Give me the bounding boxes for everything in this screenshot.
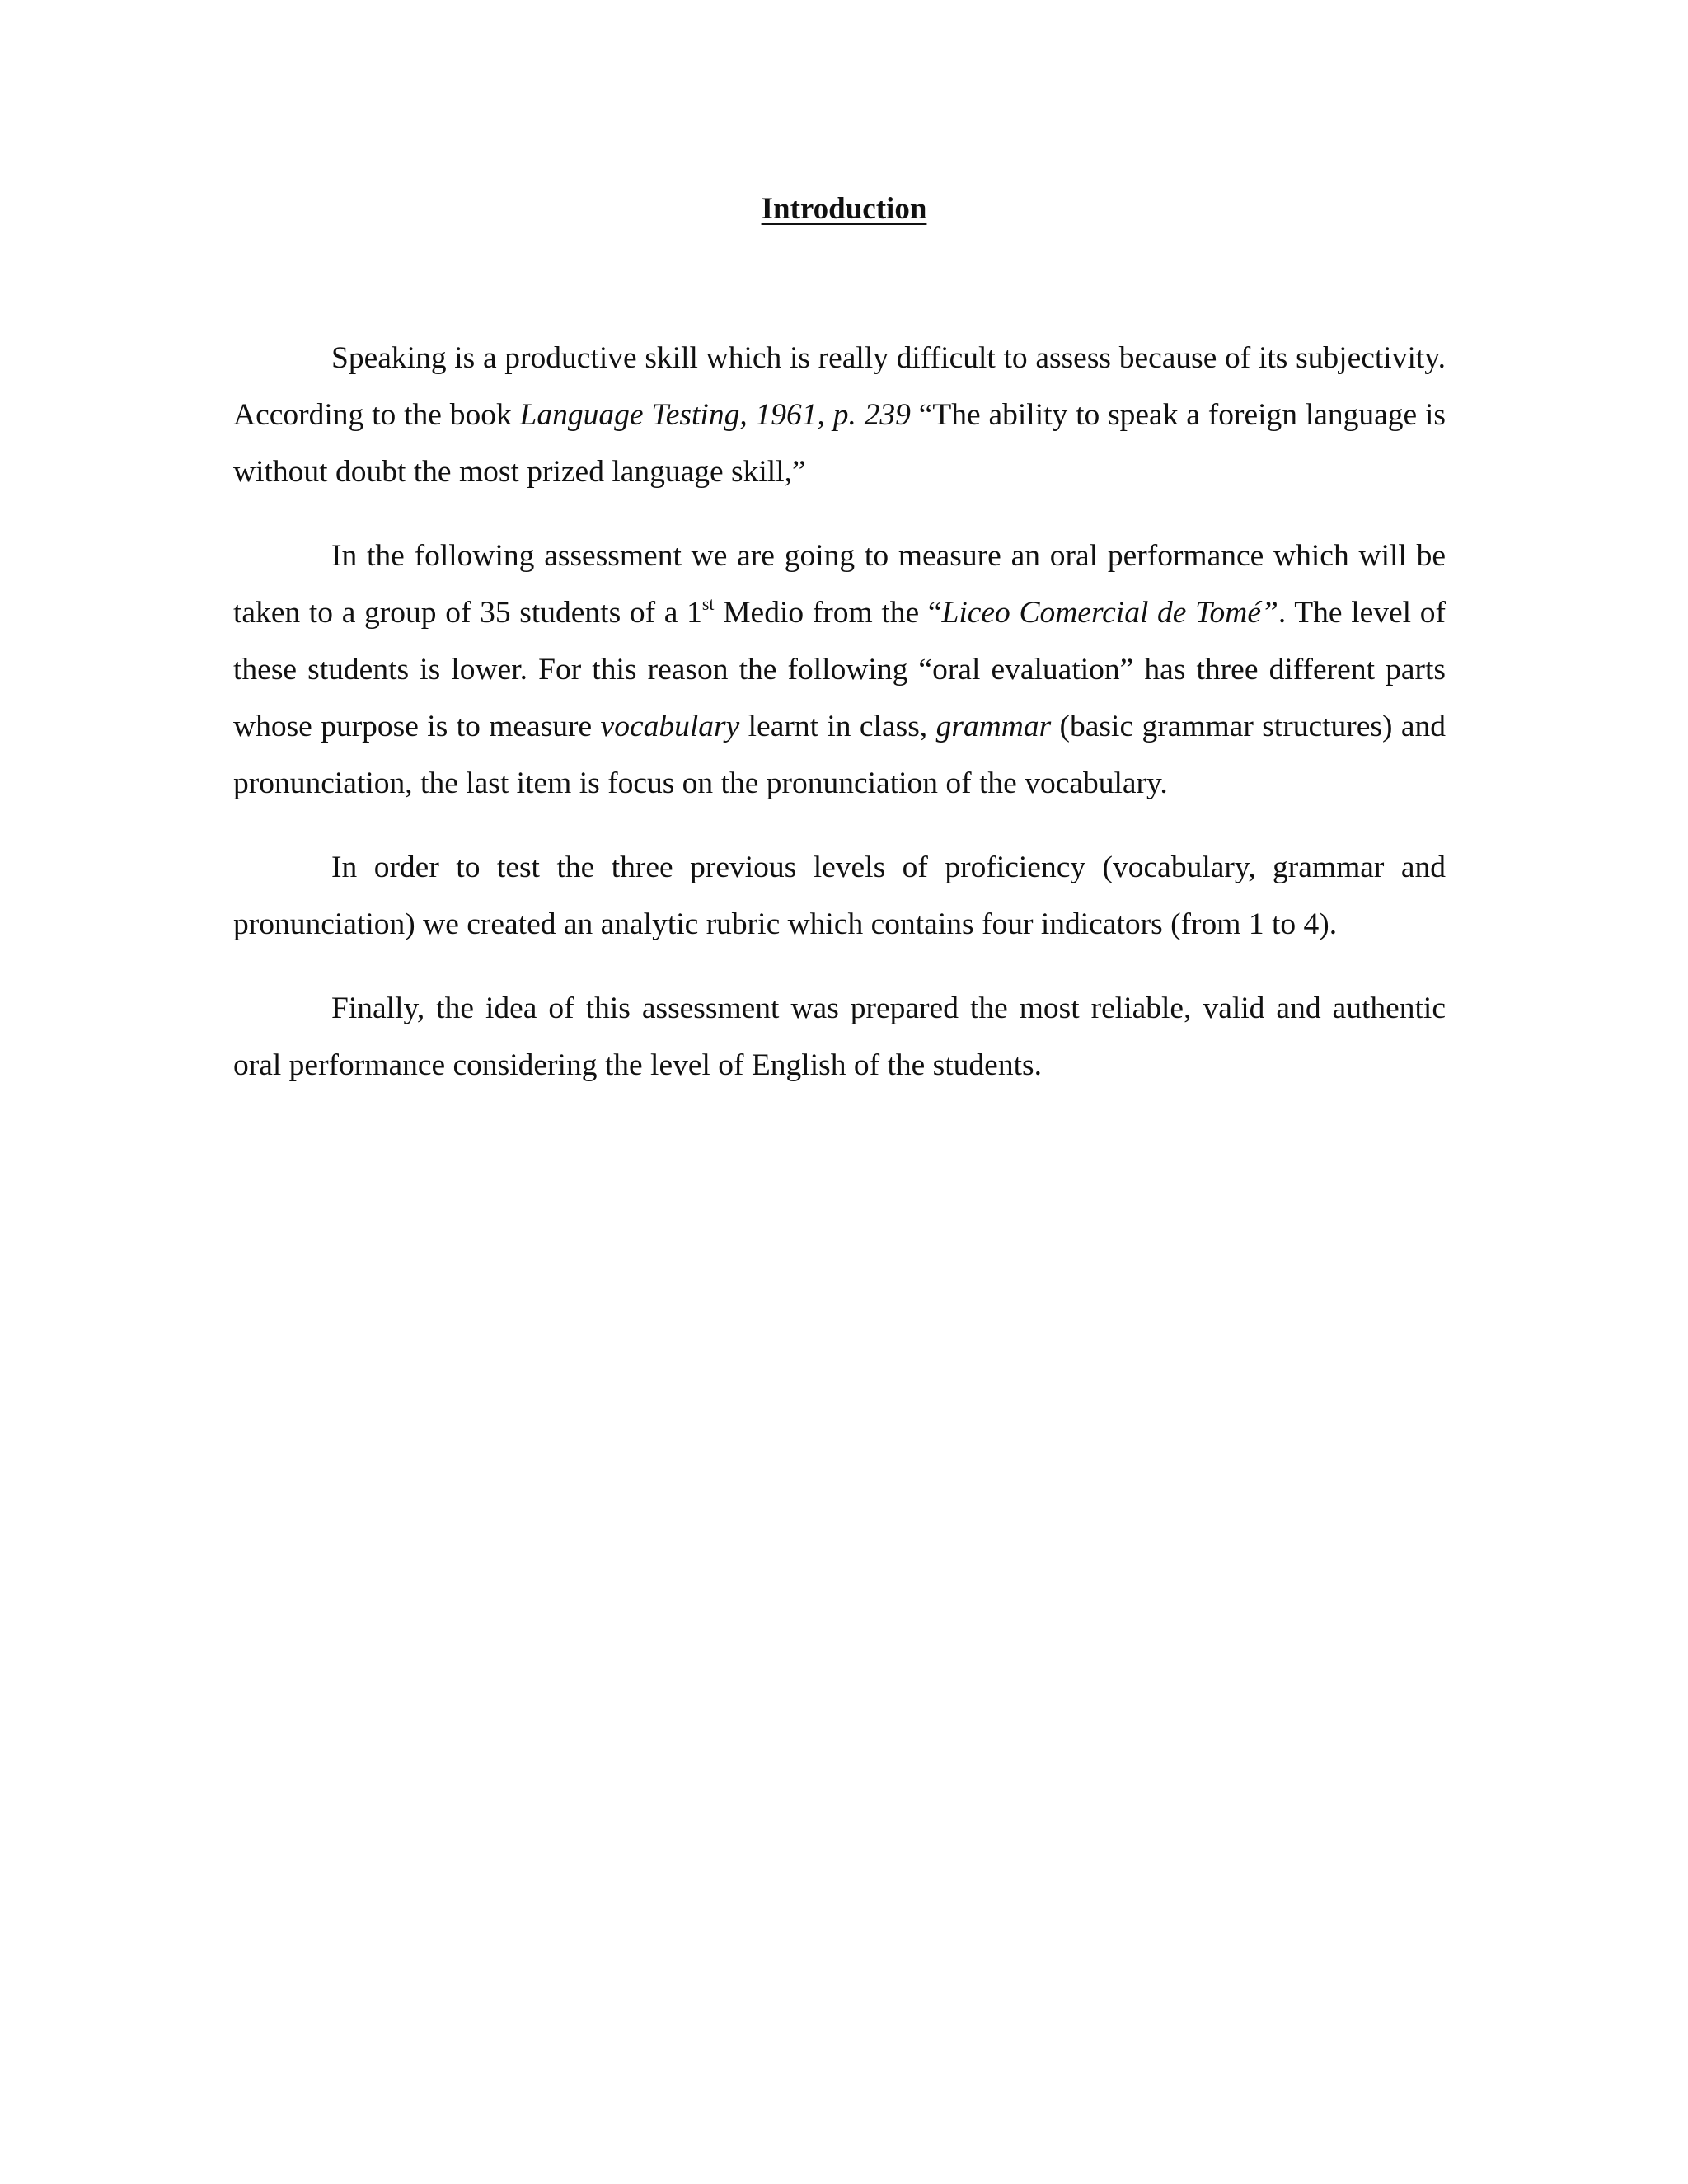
paragraph-3 [233,839,1446,953]
text-run: Finally, the idea of this assessment was prepared the most reliable, valid and authentic oral performance considering the level of English of the students. [233,991,1446,1082]
paragraph-4 [233,980,1446,1094]
text-run: (basic grammar structures) and pronunciation, the last item is focus on the pronunciation of the vocabulary. [233,710,1446,800]
italic-text: grammar [935,710,1052,743]
page-title: Introduction [761,192,927,226]
text-run: Medio from the “ [714,596,942,630]
text-run: “The ability to speak a foreign language is without doubt the most prized language skill,” [233,398,1446,489]
text-run: learnt in class, [739,710,936,743]
text-run: . The level of these students is lower. For this reason the following “oral evaluation” has three different parts whose purpose is to measure [233,596,1447,743]
paragraph-2 [233,527,1446,812]
ordinal-superscript: st [701,593,715,614]
italic-text: Liceo Comercial de Tomé” [941,596,1278,630]
document-body [233,330,1446,1121]
italic-text: vocabulary [600,710,740,743]
text-run: Speaking is a productive skill which is really difficult to assess because of its subjectivity. According to the book [233,341,1446,432]
text-run: In order to test the three previous levels of proficiency (vocabulary, grammar and pronunciation) we created an analytic rubric which contains four indicators (from 1 to 4). [233,851,1446,941]
text-run: In the following assessment we are going to measure an oral performance which will be taken to a group of 35 students of a 1 [233,539,1446,630]
paragraph-1 [233,330,1446,500]
italic-text: Language Testing, 1961, p. 239 [519,398,911,432]
